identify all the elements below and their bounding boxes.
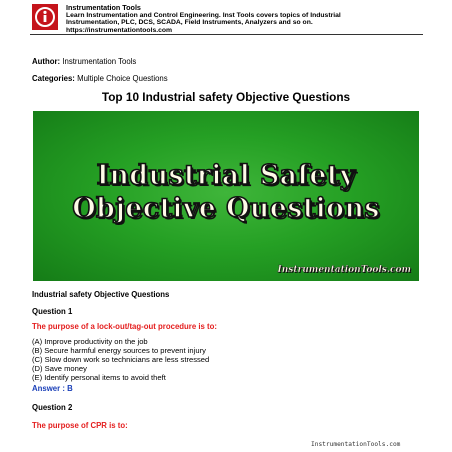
tagline-line-1: Learn Instrumentation and Control Engineering. Inst Tools covers topics of Industrial — [66, 11, 341, 19]
section-subheading: Industrial safety Objective Questions — [32, 290, 170, 299]
option-b: (B) Secure harmful energy sources to prevent injury — [32, 346, 206, 355]
banner-title-line-1: Industrial Safety — [96, 160, 356, 191]
banner-image — [33, 111, 419, 281]
banner-brand: InstrumentationTools.com — [277, 265, 411, 275]
page-header — [30, 3, 425, 33]
categories-value[interactable]: Multiple Choice Questions — [77, 74, 168, 83]
question-1-options — [32, 337, 209, 382]
banner-title-line-2: Objective Questions — [72, 193, 380, 224]
tagline-line-2: Instrumentation, PLC, DCS, SCADA, Field Instruments, Analyzers and so on. — [66, 19, 313, 27]
author-value: Instrumentation Tools — [62, 57, 137, 66]
categories-line — [32, 74, 168, 83]
option-c: (C) Slow down work so technicians are less stressed — [32, 355, 210, 364]
option-a: (A) Improve productivity on the job — [32, 337, 148, 346]
site-url[interactable]: https://instrumentationtools.com — [66, 26, 173, 34]
header-text — [66, 4, 436, 34]
footer-site: InstrumentationTools.com — [311, 441, 401, 448]
option-e: (E) Identify personal items to avoid theft — [32, 373, 166, 382]
question-2-text: The purpose of CPR is to: — [32, 421, 128, 430]
author-line — [32, 57, 136, 66]
option-d: (D) Save money — [32, 364, 87, 373]
question-1-answer: Answer : B — [32, 384, 73, 393]
question-2-label: Question 2 — [32, 403, 73, 412]
header-divider — [30, 34, 423, 35]
question-1-text: The purpose of a lock-out/tag-out procedure is to: — [32, 322, 217, 331]
info-icon-glyph — [34, 6, 56, 28]
site-name: Instrumentation Tools — [66, 3, 141, 12]
info-icon — [32, 4, 58, 30]
question-1-label: Question 1 — [32, 307, 73, 316]
author-label: Author: — [32, 57, 61, 66]
page-title: Top 10 Industrial safety Objective Questions — [101, 90, 351, 104]
categories-label: Categories: — [32, 74, 75, 83]
